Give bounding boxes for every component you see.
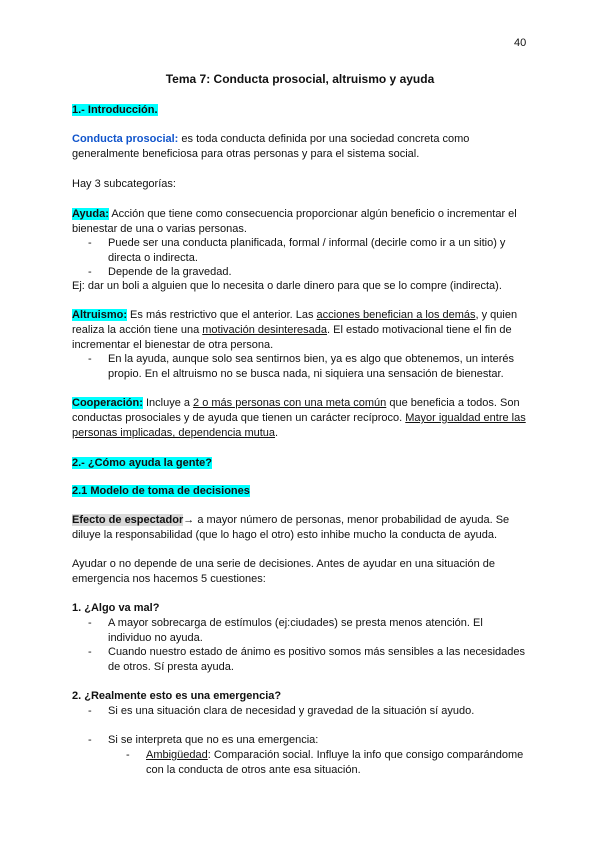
altruismo-definition: Altruismo: Es más restrictivo que el anterior. Las acciones benefician a los demás, y quien realiza la acción tiene una motivación desinteresada. El estado motivacional tiene el fin de incrementar el bienestar de otra persona. — [72, 309, 518, 351]
question-1-title: 1. ¿Algo va mal? — [72, 602, 160, 614]
section-1-heading: 1.- Introducción. — [72, 104, 158, 116]
cooperacion-definition: Cooperación: Incluye a 2 o más personas con una meta común que beneficia a todos. Son conductas prosociales y de ayuda que tienen un carácter recíproco. Mayor igualdad entre las personas implicadas, dependencia mutua. — [72, 397, 526, 439]
page-number: 40 — [514, 37, 527, 49]
decision-intro: Ayudar o no depende de una serie de decisiones. Antes de ayudar en una situación de emergencia nos hacemos 5 cuestiones: — [72, 558, 496, 585]
section-2-heading: 2.- ¿Cómo ayuda la gente? — [72, 457, 212, 469]
page-title: Tema 7: Conducta prosocial, altruismo y ayuda — [165, 72, 435, 86]
ayuda-example: Ej: dar un boli a alguien que lo necesita o darle dinero para que se lo compre (indirecta). — [72, 280, 502, 292]
subcategories-intro: Hay 3 subcategorías: — [72, 178, 176, 190]
ayuda-definition: Ayuda: Acción que tiene como consecuencia proporcionar algún beneficio o incrementar el bienestar de una o varias personas. — [72, 208, 517, 235]
bystander-effect: Efecto de espectador→ a mayor número de personas, menor probabilidad de ayuda. Se diluye la responsabilidad (que lo hago el otro) esto inhibe mucho la conducta de ayuda. — [72, 514, 510, 541]
document-page: 40 Tema 7: Conducta prosocial, altruismo y ayuda 1.- Introducción. Conducta prosocial: es toda conducta definida por una sociedad concreta como generalmente beneficiosa para otras personas y para el sistema social. Hay 3 subcategorías: Ayuda: Acción que tiene como consecuencia proporcionar algún beneficio o incrementar el bienestar de una o varias personas. - Puede ser una conducta planificada, formal / informal (decirle como ir a un sitio) y directa o indirecta. - Depende de la gravedad. Ej: dar un boli a alguien que lo necesita o darle dinero para que se lo compre (indirecta). Altruismo: Es más restrictivo que el anterior. Las acciones benefician a los demás, y quien realiza la acción tiene una motivación desinteresada. El estado motivacional tiene el fin de incrementar el bienestar de otra persona. - En la ayuda, aunque solo sea sentirnos bien, ya es algo que obtenemos, un interés propio. En el altruismo no se busca nada, ni siquiera una sensación de bienestar. Cooperación: Incluye a 2 o más personas con una meta común que beneficia a todos. Son conductas prosociales y de ayuda que tienen un carácter recíproco. Mayor igualdad entre las personas implicadas, dependencia mutua. 2.- ¿Cómo ayuda la gente? 2.1 Modelo de toma de decisiones Efecto de espectador→ a mayor número de personas, menor probabilidad de ayuda. Se diluye la responsabilidad (que lo hago el otro) esto inhibe mucho la conducta de ayuda. Ayudar o no depende de una serie de decisiones. Antes de ayudar en una situación de emergencia nos hacemos 5 cuestiones: 1. ¿Algo va mal? - A mayor sobrecarga de estímulos (ej:ciudades) se presta menos atención. El individuo no ayuda. - Cuando nuestro estado de ánimo es positivo somos más sensibles a las necesidades de otros. Sí presta ayuda. 2. ¿Realmente esto es una emergencia? - Si es una situación clara de necesidad y gravedad de la situación sí ayudo. - Si se interpreta que no es una emergencia: - Ambigüedad: Comparación social. Influye la info que consigo comparándome con la conducta de otros ante esa situación. — [0, 0, 600, 848]
prosocial-term: Conducta prosocial: — [72, 133, 179, 145]
question-2-title: 2. ¿Realmente esto es una emergencia? — [72, 690, 282, 702]
prosocial-definition: Conducta prosocial: es toda conducta definida por una sociedad concreta como generalmente beneficiosa para otras personas y para el sistema social. — [72, 133, 470, 160]
section-2-1-heading: 2.1 Modelo de toma de decisiones — [72, 485, 250, 497]
